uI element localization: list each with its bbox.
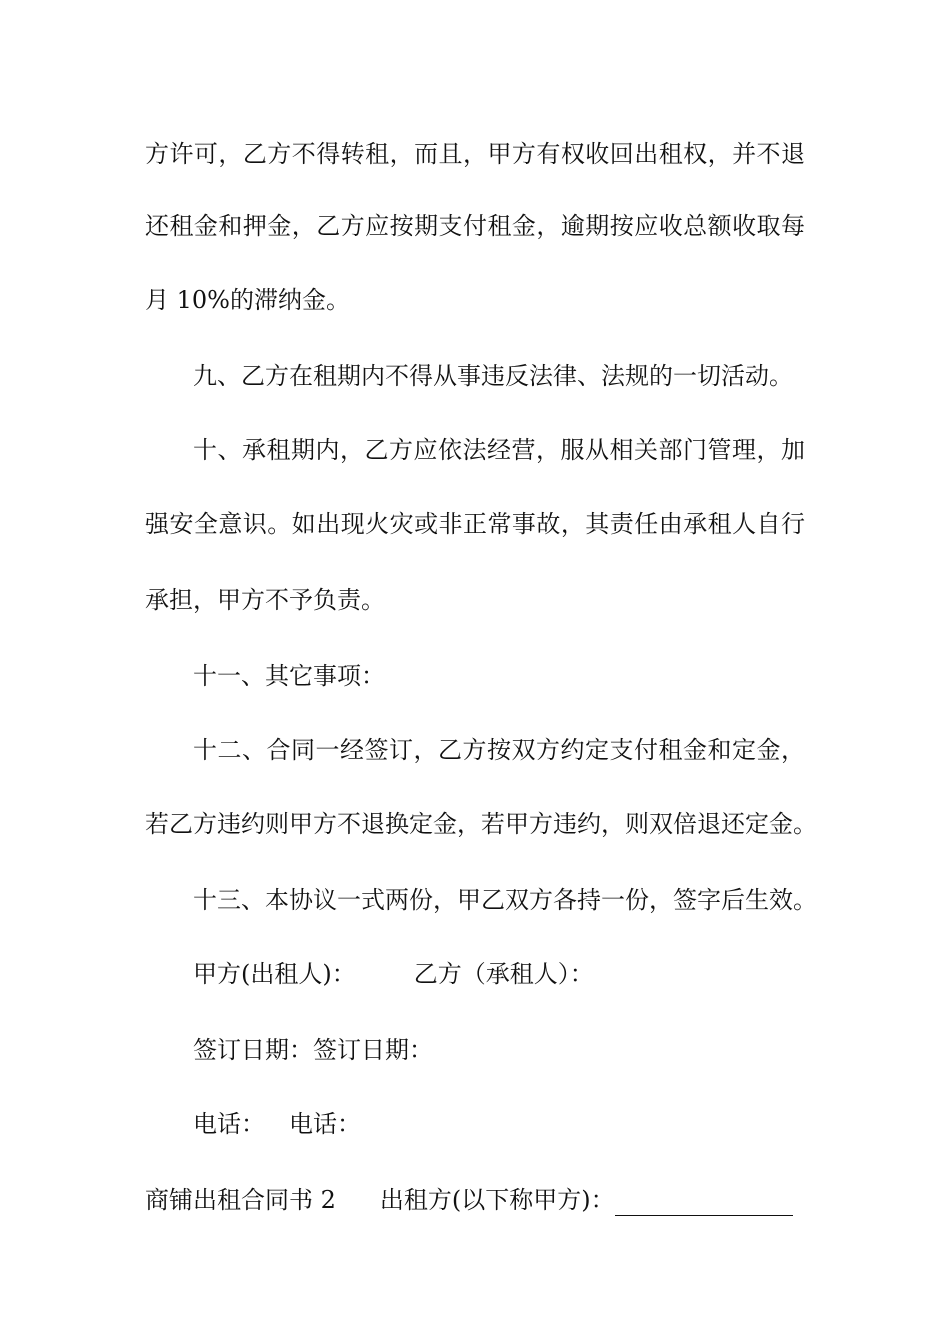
lessor-label: 出租方(以下称甲方)：: [379, 1186, 615, 1214]
date-a-label: 签订日期：: [193, 1036, 313, 1064]
date-b-label: 签订日期：: [313, 1036, 433, 1064]
party-a-label: 甲方(出租人)：: [193, 960, 356, 988]
signature-date-row: [193, 1034, 805, 1066]
next-contract-title: 商铺出租合同书 2: [145, 1186, 336, 1214]
clause-13: 十三、本协议一式两份，甲乙双方各持一份，签字后生效。: [193, 886, 817, 914]
clause-11: 十一、其它事项：: [193, 662, 385, 690]
signature-parties-row: [193, 958, 805, 990]
phone-b-label: 电话：: [289, 1110, 361, 1138]
clause-12-line-2: 若乙方违约则甲方不退换定金，若甲方违约，则双倍退还定金。: [145, 810, 817, 838]
clause-10-line-1: 十、承租期内，乙方应依法经营，服从相关部门管理，加: [193, 436, 805, 464]
paragraph-line-2: 还租金和押金，乙方应按期支付租金，逾期按应收总额收取每: [145, 212, 805, 240]
clause-10-line-2: 强安全意识。如出现火灾或非正常事故，其责任由承租人自行: [145, 510, 805, 538]
next-contract-row: [145, 1184, 805, 1216]
clause-10-line-3: 承担，甲方不予负责。: [145, 586, 385, 614]
phone-a-label: 电话：: [193, 1110, 265, 1138]
party-b-label: 乙方（承租人）：: [413, 960, 594, 988]
clause-12-line-1: 十二、合同一经签订，乙方按双方约定支付租金和定金，: [193, 736, 805, 764]
paragraph-line-3: 月 10%的滞纳金。: [145, 286, 350, 314]
signature-phone-row: [193, 1108, 805, 1140]
lessor-name-blank: [615, 1189, 793, 1216]
clause-9: 九、乙方在租期内不得从事违反法律、法规的一切活动。: [193, 362, 793, 390]
paragraph-line-1: 方许可，乙方不得转租，而且，甲方有权收回出租权，并不退: [145, 140, 805, 168]
